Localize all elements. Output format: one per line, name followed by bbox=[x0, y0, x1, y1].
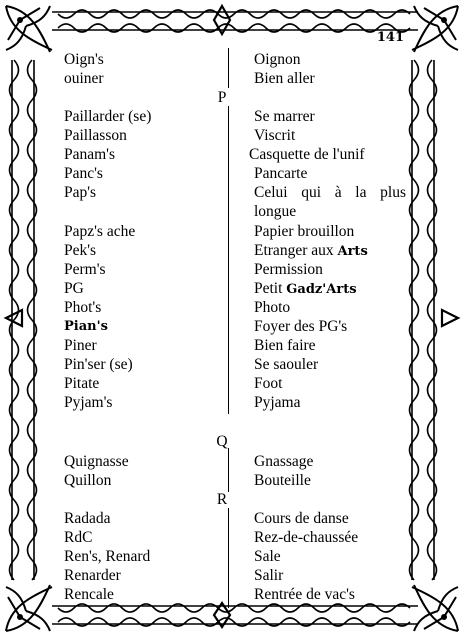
term: Oign's bbox=[64, 51, 104, 68]
table-row bbox=[0, 298, 464, 317]
table-row bbox=[0, 566, 464, 585]
term: Pyjam's bbox=[64, 394, 113, 411]
meaning: Celui qui à la plus longue bbox=[254, 184, 406, 220]
table-row bbox=[0, 69, 464, 88]
meaning: Salir bbox=[254, 567, 284, 584]
term: RdC bbox=[64, 529, 93, 546]
term: ouiner bbox=[64, 70, 104, 87]
term: Papz's ache bbox=[64, 223, 136, 240]
section-letter: P bbox=[217, 89, 227, 106]
term: Paillarder (se) bbox=[64, 108, 152, 125]
gothic-word: Gadz'Arts bbox=[286, 282, 357, 297]
term: Paillasson bbox=[64, 127, 127, 144]
meaning: Etranger aux Arts bbox=[254, 242, 368, 259]
term: Pin'ser (se) bbox=[64, 356, 133, 373]
term: Pian's bbox=[64, 319, 108, 334]
table-row bbox=[0, 393, 464, 412]
term: Piner bbox=[64, 337, 97, 354]
meaning: Gnassage bbox=[254, 453, 314, 470]
term: Quillon bbox=[64, 472, 112, 489]
meaning: Pyjama bbox=[254, 394, 301, 411]
meaning: Se saouler bbox=[254, 356, 319, 373]
meaning: Foot bbox=[254, 375, 283, 392]
term: Pek's bbox=[64, 242, 97, 259]
table-row bbox=[0, 374, 464, 393]
table-row bbox=[0, 50, 464, 69]
term: Rencale bbox=[64, 586, 114, 603]
term: Pitate bbox=[64, 375, 100, 392]
table-row bbox=[0, 355, 464, 374]
term: Pap's bbox=[64, 184, 97, 201]
table-row bbox=[0, 279, 464, 298]
meaning: Viscrit bbox=[254, 127, 296, 144]
table-row bbox=[0, 241, 464, 260]
term: Ren's, Renard bbox=[64, 548, 151, 565]
meaning: Rentrée de vac's bbox=[254, 586, 355, 603]
table-row bbox=[0, 164, 464, 183]
term: Panam's bbox=[64, 146, 116, 163]
meaning: Rez-de-chaussée bbox=[254, 529, 359, 546]
term: Panc's bbox=[64, 165, 103, 182]
term: Phot's bbox=[64, 299, 102, 316]
term: Perm's bbox=[64, 261, 106, 278]
table-row bbox=[0, 145, 464, 164]
meaning: Sale bbox=[254, 548, 281, 565]
table-row bbox=[0, 471, 464, 490]
table-row bbox=[0, 107, 464, 126]
table-row bbox=[0, 509, 464, 528]
meaning: Permission bbox=[254, 261, 323, 278]
page-number: 141 bbox=[376, 30, 404, 45]
meaning: Casquette de l'unif bbox=[249, 146, 365, 163]
meaning: Se marrer bbox=[254, 108, 315, 125]
meaning: Photo bbox=[254, 299, 291, 316]
gothic-word: Arts bbox=[337, 244, 368, 259]
table-row bbox=[0, 336, 464, 355]
table-row bbox=[0, 183, 464, 223]
table-row bbox=[0, 260, 464, 279]
table-row bbox=[0, 317, 464, 336]
table-row bbox=[0, 528, 464, 547]
section-letter: R bbox=[216, 491, 228, 508]
section-letter: Q bbox=[216, 433, 228, 450]
meaning: Bien aller bbox=[254, 70, 315, 87]
meaning: Papier brouillon bbox=[254, 223, 355, 240]
term: Quignasse bbox=[64, 453, 129, 470]
table-row bbox=[0, 452, 464, 471]
meaning: Pancarte bbox=[254, 165, 308, 182]
meaning: Petit Gadz'Arts bbox=[254, 280, 357, 297]
meaning: Cours de danse bbox=[254, 510, 349, 527]
term: PG bbox=[64, 280, 84, 297]
table-row bbox=[0, 126, 464, 145]
table-row bbox=[0, 585, 464, 604]
meaning: Oignon bbox=[254, 51, 301, 68]
meaning: Bien faire bbox=[254, 337, 316, 354]
term: Renarder bbox=[64, 567, 121, 584]
table-row bbox=[0, 547, 464, 566]
table-row bbox=[0, 222, 464, 241]
meaning: Foyer des PG's bbox=[254, 318, 348, 335]
term: Radada bbox=[64, 510, 111, 527]
meaning: Bouteille bbox=[254, 472, 311, 489]
